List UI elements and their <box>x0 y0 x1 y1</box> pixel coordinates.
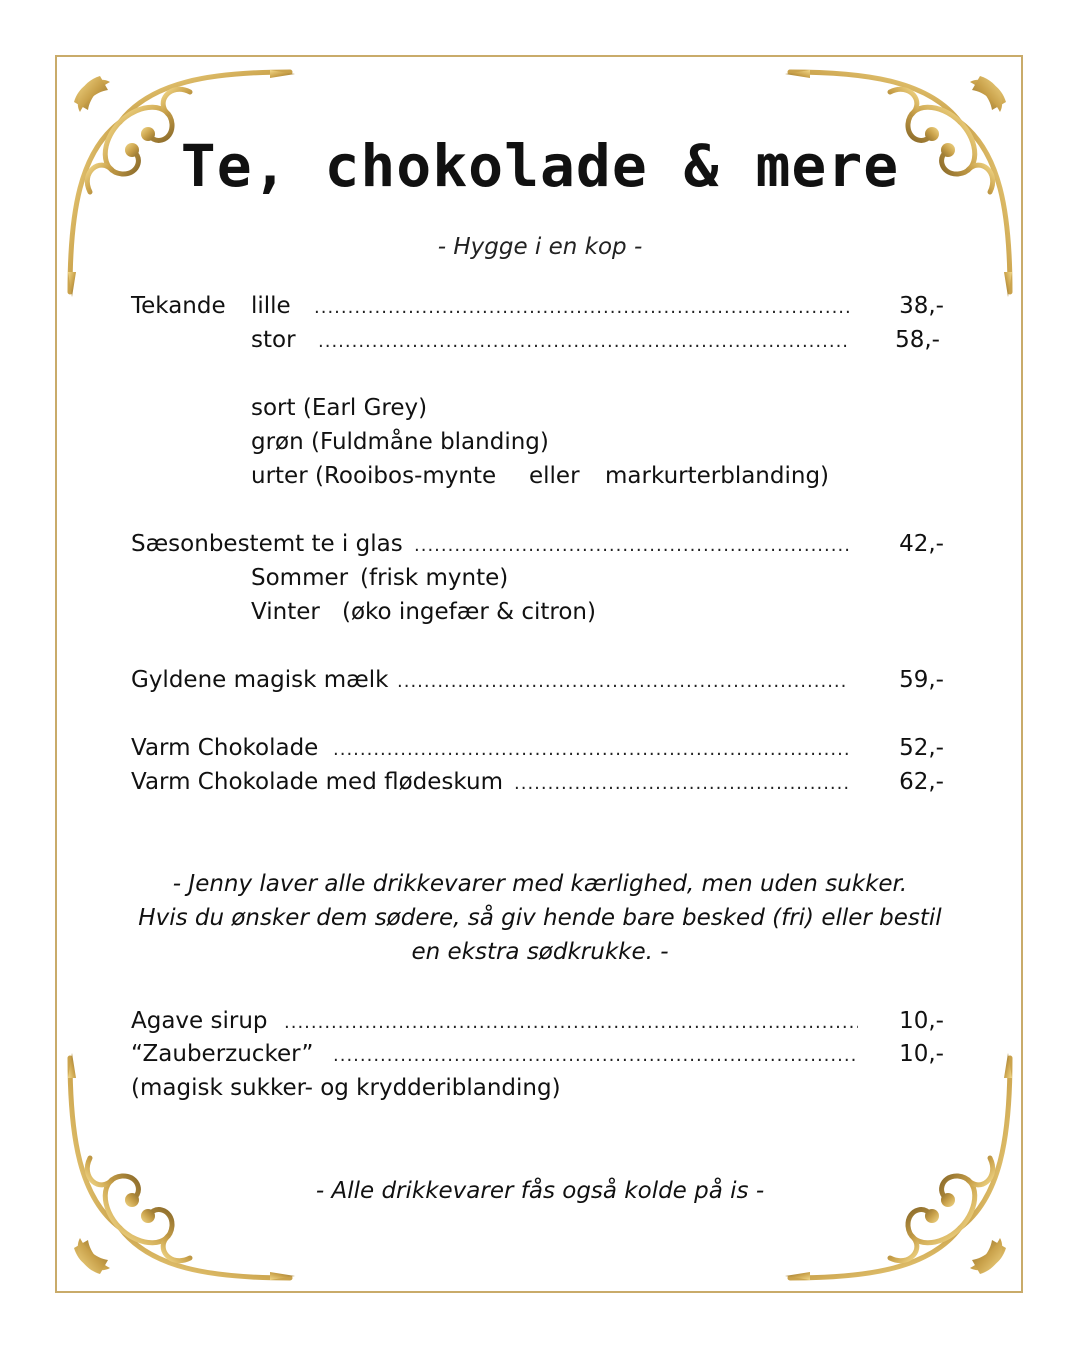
zauber-label: “Zauberzucker” <box>131 1041 314 1067</box>
leader-dots <box>314 291 850 321</box>
tekande-label: Tekande <box>131 293 226 319</box>
sugar-note-line: - Jenny laver alle drikkevarer med kærlighed, men uden sukker. <box>172 871 908 897</box>
sugar-note-line: Hvis du ønsker dem sødere, så giv hende bare besked (fri) eller bestil <box>138 905 942 931</box>
saeson-vinter-desc: (øko ingefær & citron) <box>342 599 596 625</box>
tekande-lille-price: 38,- <box>899 293 944 319</box>
gyldene-price: 59,- <box>899 667 944 693</box>
tea-variety-item: sort (Earl Grey) <box>251 395 428 421</box>
agave-price: 10,- <box>899 1008 944 1034</box>
leader-dots <box>414 529 852 559</box>
leader-dots <box>318 325 848 355</box>
chokolade-label: Varm Chokolade <box>131 735 319 761</box>
tea-variety-item: grøn (Fuldmåne blanding) <box>251 429 549 455</box>
saeson-price: 42,- <box>899 531 944 557</box>
zauber-desc: (magisk sukker- og krydderiblanding) <box>131 1075 561 1101</box>
chokolade-flodeskum-price: 62,- <box>899 769 944 795</box>
saeson-sommer-desc: (frisk mynte) <box>360 565 509 591</box>
leader-dots <box>333 1039 857 1069</box>
gyldene-label: Gyldene magisk mælk <box>131 667 389 693</box>
leader-dots <box>514 767 852 797</box>
agave-label: Agave sirup <box>131 1008 268 1034</box>
sugar-note-line: en ekstra sødkrukke. - <box>411 939 669 965</box>
corner-ornament-bottom-right-icon <box>780 1048 1020 1288</box>
saeson-vinter-label: Vinter <box>251 599 320 625</box>
tekande-stor-label: stor <box>251 327 296 353</box>
tea-variety-urter: urter (Rooibos-mynte <box>251 463 497 489</box>
page-subtitle: - Hygge i en kop - <box>437 234 643 260</box>
chokolade-price: 52,- <box>899 735 944 761</box>
tea-variety-urter-or: eller <box>529 463 580 489</box>
footer-note: - Alle drikkevarer fås også kolde på is - <box>315 1178 765 1204</box>
tea-variety-urter-alt: markurterblanding) <box>605 463 830 489</box>
leader-dots <box>333 733 848 763</box>
leader-dots <box>284 1006 858 1036</box>
leader-dots <box>397 665 849 695</box>
saeson-label: Sæsonbestemt te i glas <box>131 531 403 557</box>
saeson-sommer-label: Sommer <box>251 565 349 591</box>
zauber-price: 10,- <box>899 1041 944 1067</box>
tekande-stor-price: 58,- <box>895 327 940 353</box>
tekande-lille-label: lille <box>251 293 291 319</box>
page-title: Te, chokolade & mere <box>180 132 900 200</box>
chokolade-flodeskum-label: Varm Chokolade med flødeskum <box>131 769 503 795</box>
